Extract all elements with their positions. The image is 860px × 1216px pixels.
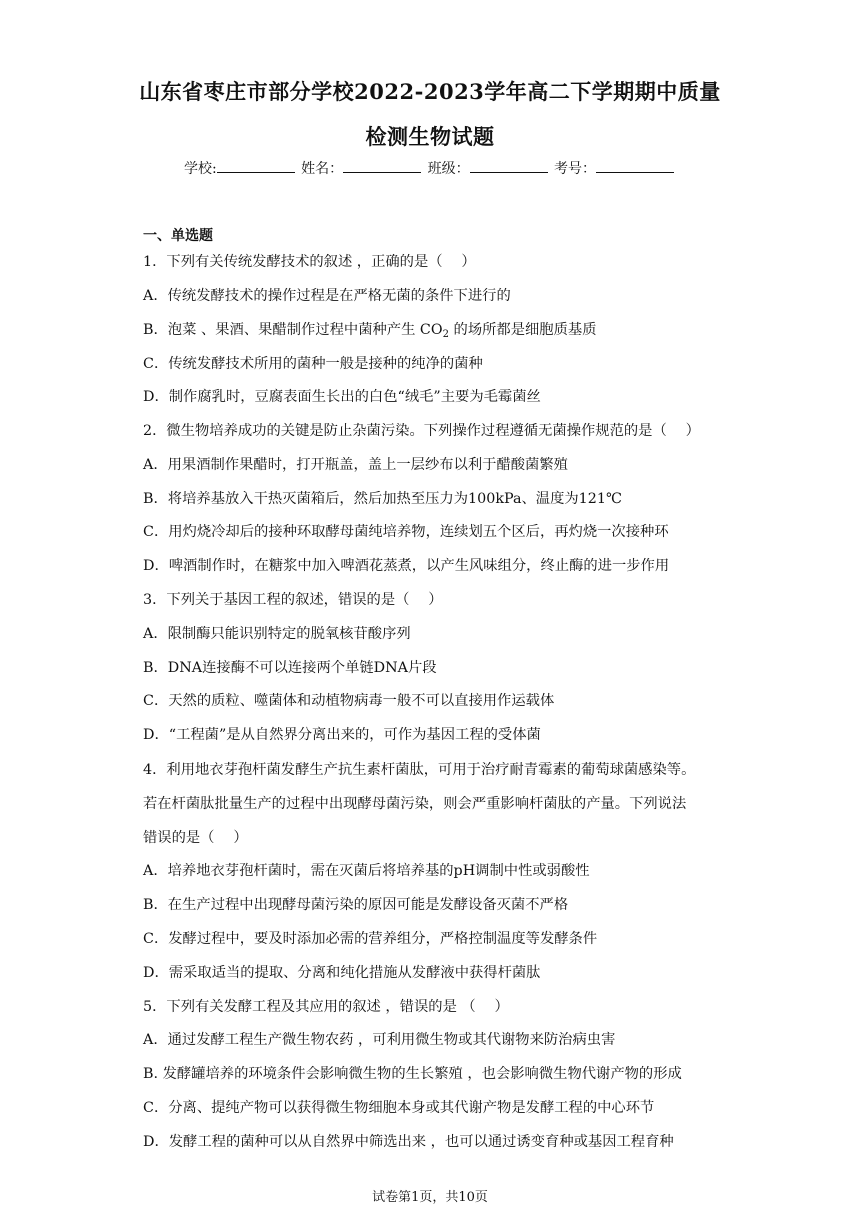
number-blank[interactable]	[596, 158, 674, 173]
name-label: 姓名：	[301, 161, 344, 177]
name-blank[interactable]	[343, 158, 421, 173]
q2-option-a: A．用果酒制作果醋时，打开瓶盖，盖上一层纱布以利于醋酸菌繁殖	[143, 457, 568, 473]
title-line-1: 山东省枣庄市部分学校2022-2023学年高二下学期期中质量	[139, 79, 721, 104]
q4-option-a: A．培养地衣芽孢杆菌时，需在灭菌后将培养基的pH调制中性或弱酸性	[143, 863, 590, 879]
q1-option-b-tail: 的场所都是细胞质基质	[448, 322, 597, 338]
student-info-row	[0, 158, 860, 178]
q1-option-b-text: B．泡菜 、果酒、果醋制作过程中菌种产生 CO	[143, 322, 443, 338]
q4-stem-line-1: 4．利用地衣芽孢杆菌发酵生产抗生素杆菌肽，可用于治疗耐青霉素的葡萄球菌感染等。	[143, 762, 696, 778]
q3-stem: 3．下列关于基因工程的叙述，错误的是（ ）	[143, 592, 443, 608]
q3-option-d: D．“工程菌”是从自然界分离出来的，可作为基因工程的受体菌	[143, 727, 541, 743]
class-label: 班级：	[427, 161, 470, 177]
q5-stem: 5．下列有关发酵工程及其应用的叙述 ，错误的是 （ ）	[143, 999, 509, 1015]
q1-option-b-sub: 2	[442, 329, 449, 340]
q2-option-b: B．将培养基放入干热灭菌箱后，然后加热至压力为100kPa、温度为121℃	[143, 491, 622, 507]
q4-option-b: B．在生产过程中出现酵母菌污染的原因可能是发酵设备灭菌不严格	[143, 897, 569, 913]
q3-option-a: A．限制酶只能识别特定的脱氧核苷酸序列	[143, 626, 411, 642]
q4-option-d: D．需采取适当的提取、分离和纯化措施从发酵液中获得杆菌肽	[143, 965, 541, 981]
q5-option-a: A．通过发酵工程生产微生物农药 ，可利用微生物或其代谢物来防治病虫害	[143, 1032, 616, 1048]
q4-stem-line-2: 若在杆菌肽批量生产的过程中出现酵母菌污染，则会严重影响杆菌肽的产量。下列说法	[143, 796, 687, 812]
q4-option-c: C．发酵过程中，要及时添加必需的营养组分，严格控制温度等发酵条件	[143, 931, 598, 947]
q5-option-d: D．发酵工程的菌种可以从自然界中筛选出来 ，也可以通过诱变育种或基因工程育种	[143, 1134, 674, 1150]
title-line-2: 检测生物试题	[365, 124, 495, 149]
q3-option-c: C．天然的质粒、噬菌体和动植物病毒一般不可以直接用作运载体	[143, 693, 555, 709]
page-footer: 试卷第1页，共10页	[372, 1190, 488, 1205]
q4-stem-line-3: 错误的是（ ）	[143, 830, 248, 846]
class-blank[interactable]	[470, 158, 548, 173]
section-heading: 一、单选题	[143, 228, 213, 244]
q1-option-a: A．传统发酵技术的操作过程是在严格无菌的条件下进行的	[143, 288, 511, 304]
q2-option-d: D．啤酒制作时，在糖浆中加入啤酒花蒸煮，以产生风味组分，终止酶的进一步作用	[143, 558, 670, 574]
q2-option-c: C．用灼烧冷却后的接种环取酵母菌纯培养物，连续划五个区后，再灼烧一次接种环	[143, 524, 669, 540]
school-blank[interactable]	[217, 158, 295, 173]
q1-stem: 1．下列有关传统发酵技术的叙述 ，正确的是（ ）	[143, 254, 476, 270]
q2-stem: 2．微生物培养成功的关键是防止杂菌污染。下列操作过程遵循无菌操作规范的是（ ）	[143, 423, 700, 439]
q1-option-d: D．制作腐乳时，豆腐表面生长出的白色“绒毛”主要为毛霉菌丝	[143, 389, 541, 405]
q5-option-b: B. 发酵罐培养的环境条件会影响微生物的生长繁殖 ，也会影响微生物代谢产物的形成	[143, 1066, 682, 1082]
q1-option-c: C．传统发酵技术所用的菌种一般是接种的纯净的菌种	[143, 356, 483, 372]
school-label: 学校:	[183, 161, 217, 177]
q3-option-b: B．DNA连接酶不可以连接两个单链DNA片段	[143, 660, 437, 676]
number-label: 考号：	[554, 161, 597, 177]
q1-option-b	[143, 320, 597, 340]
q5-option-c: C．分离、提纯产物可以获得微生物细胞本身或其代谢产物是发酵工程的中心环节	[143, 1100, 655, 1116]
